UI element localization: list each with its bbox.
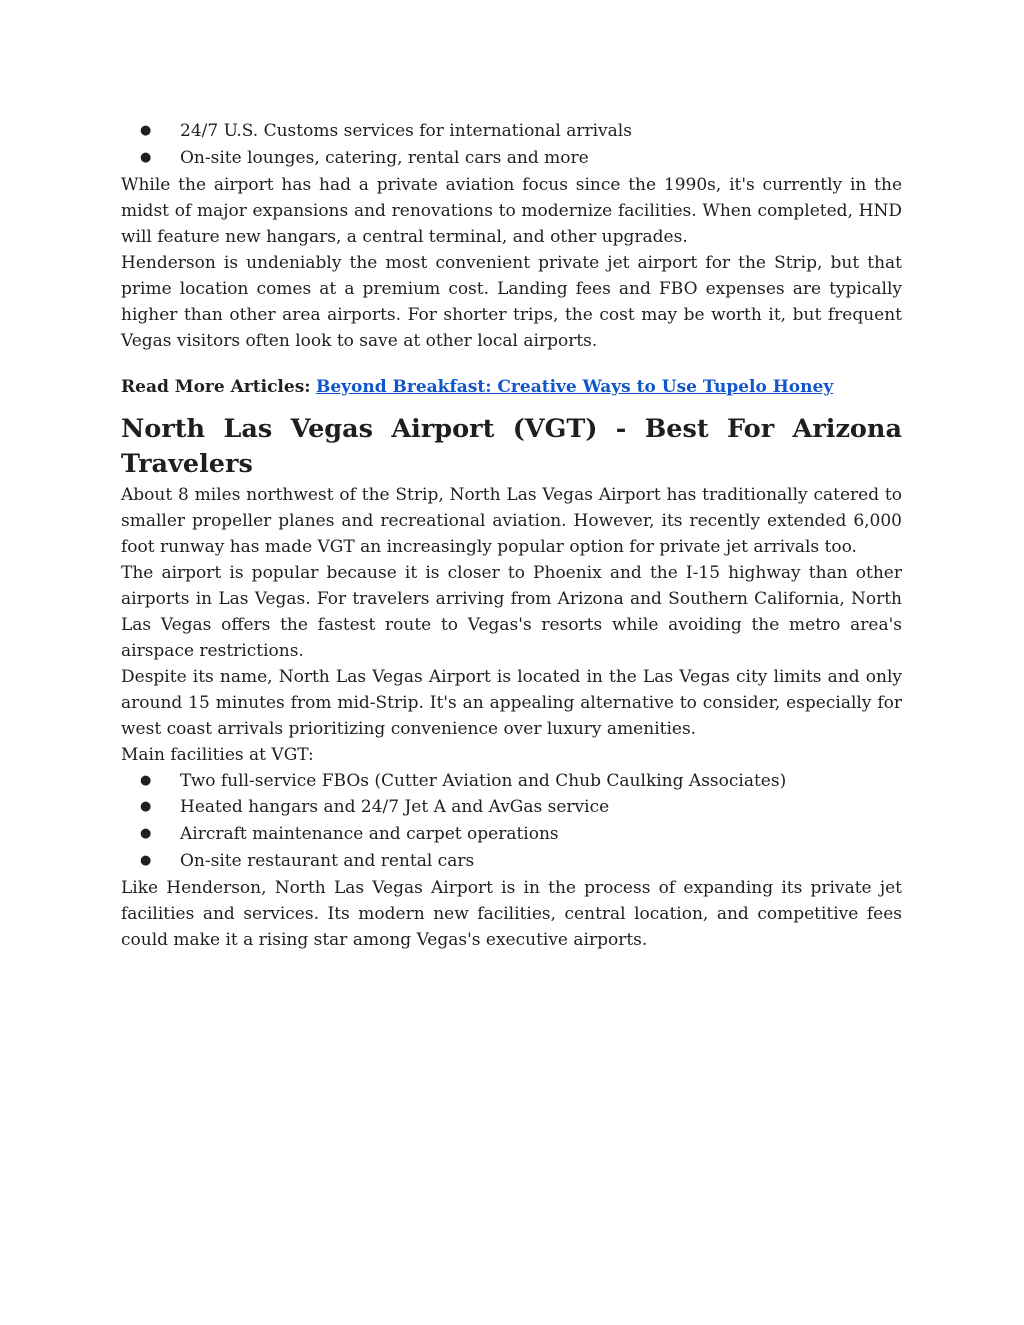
facilities-list — [121, 768, 902, 875]
bullet-icon: ● — [140, 149, 152, 165]
bullet-text: Heated hangars and 24/7 Jet A and AvGas service — [180, 797, 610, 818]
list-item — [121, 848, 902, 875]
read-more-label: Read More Articles: — [121, 376, 311, 397]
paragraph-expansion: While the airport has had a private aviation focus since the 1990s, it's currently in the midst of major expansions and renovations to modernize facilities. When completed, HND will feature new hangars, a central terminal, and other upgrades. — [121, 174, 902, 247]
section-heading — [121, 412, 902, 482]
list-item — [121, 794, 902, 821]
bullet-text: 24/7 U.S. Customs services for international arrivals — [180, 121, 632, 141]
top-bullet-list — [121, 118, 902, 172]
list-item — [121, 821, 902, 848]
bullet-icon: ● — [140, 799, 152, 815]
section-heading-line-2: Travelers — [121, 448, 253, 479]
bullet-icon: ● — [140, 852, 152, 868]
read-more-line — [121, 374, 902, 400]
document-page — [121, 118, 902, 953]
paragraph-closing: Like Henderson, North Las Vegas Airport is in the process of expanding its private jet facilities and services. Its modern new facilities, central location, and competitive fees could make it a rising star among Vegas's executive airports. — [121, 877, 902, 950]
read-more-link[interactable]: Beyond Breakfast: Creative Ways to Use Tupelo Honey — [315, 376, 834, 397]
list-item — [121, 768, 902, 795]
bullet-text: On-site lounges, catering, rental cars and more — [180, 147, 589, 168]
bullet-text: Two full-service FBOs (Cutter Aviation and Chub Caulking Associates) — [180, 770, 787, 791]
list-item — [121, 118, 902, 145]
list-item — [121, 145, 902, 172]
bullet-text: Aircraft maintenance and carpet operations — [180, 824, 559, 845]
bullet-text: On-site restaurant and rental cars — [180, 850, 475, 871]
bullet-icon: ● — [140, 772, 152, 788]
paragraph-henderson-cost: Henderson is undeniably the most convenient private jet airport for the Strip, but that prime location comes at a premium cost. Landing fees and FBO expenses are typically higher than other area airports. For shorter trips, the cost may be worth it, but frequent Vegas visitors often look to save at other local airports. — [121, 252, 902, 351]
facilities-intro: Main facilities at VGT: — [121, 744, 314, 765]
paragraph-vgt-popular: The airport is popular because it is closer to Phoenix and the I-15 highway than other airports in Las Vegas. For travelers arriving from Arizona and Southern California, North Las Vegas offers the fastest route to Vegas's resorts while avoiding the metro area's airspace restrictions. — [121, 562, 902, 661]
section-heading-line-1: North Las Vegas Airport (VGT) - Best For Arizona — [121, 413, 902, 444]
bullet-icon: ● — [140, 826, 152, 842]
paragraph-vgt-name: Despite its name, North Las Vegas Airport is located in the Las Vegas city limits and only around 15 minutes from mid-Strip. It's an appealing alternative to consider, especially for west coast arrivals prioritizing convenience over luxury amenities. — [121, 666, 902, 739]
bullet-icon: ● — [140, 123, 152, 138]
paragraph-vgt-location: About 8 miles northwest of the Strip, North Las Vegas Airport has traditionally catered to smaller propeller planes and recreational aviation. However, its recently extended 6,000 foot runway has made VGT an increasingly popular option for private jet arrivals too. — [121, 484, 902, 557]
